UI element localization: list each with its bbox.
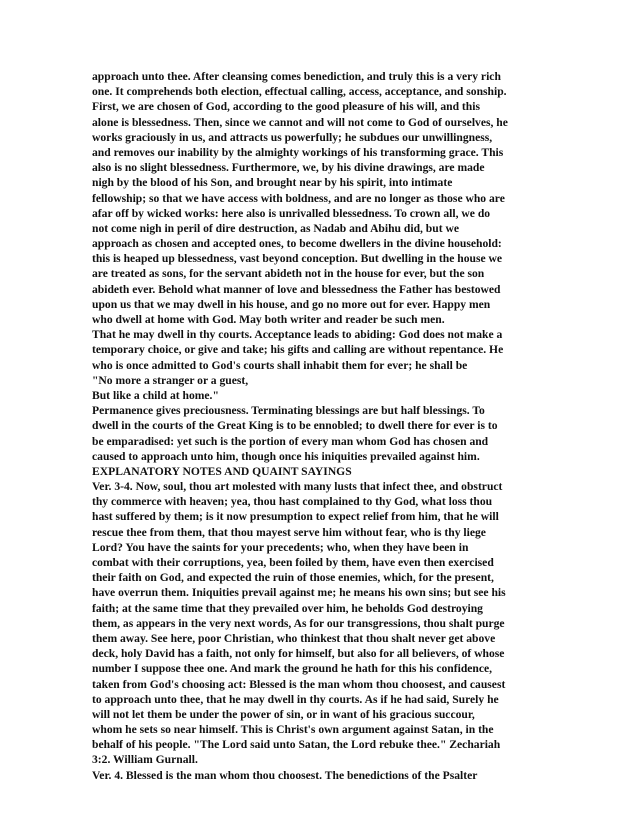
- text-line: have overrun them. Iniquities prevail against me; he means his own sins; but see his: [92, 586, 506, 600]
- text-line: also is no slight blessedness. Furthermore, we, by his divine drawings, are made: [92, 161, 485, 175]
- text-line: afar off by wicked works: here also is unrivalled blessedness. To crown all, we do: [92, 206, 491, 220]
- text-line: fellowship; so that we have access with boldness, and are no longer as those who are: [92, 191, 505, 205]
- text-line: Ver. 4. Blessed is the man whom thou choosest. The benedictions of the Psalter: [92, 768, 478, 782]
- text-line: faith; at the same time that they prevailed over him, he beholds God destroying: [92, 601, 483, 615]
- text-line: not come nigh in peril of dire destruction, as Nadab and Abihu did, but we: [92, 221, 459, 235]
- quote-line: But like a child at home.": [92, 388, 219, 402]
- section-heading: EXPLANATORY NOTES AND QUAINT SAYINGS: [92, 464, 352, 478]
- text-line: deck, holy David has a faith, not only for himself, but also for all believers, of whose: [92, 647, 505, 661]
- text-line: are treated as sons, for the servant abideth not in the house for ever, but the son: [92, 267, 485, 281]
- text-line: rescue thee from them, that thou mayest serve him without fear, who is thy liege: [92, 525, 486, 539]
- text-line: Ver. 3-4. Now, soul, thou art molested with many lusts that infect thee, and obstruct: [92, 480, 503, 494]
- text-line: behalf of his people. "The Lord said unto Satan, the Lord rebuke thee." Zechariah: [92, 738, 501, 752]
- text-line: hast suffered by them; is it now presumption to expect relief from him, that he will: [92, 510, 499, 524]
- text-line: abideth ever. Behold what manner of love and blessedness the Father has bestowed: [92, 282, 501, 296]
- text-line: combat with their corruptions, yea, been foiled by them, have even then exercised: [92, 556, 494, 569]
- text-line: dwell in the courts of the Great King is to be ennobled; to dwell there for ever is to: [92, 419, 498, 433]
- text-line: be emparadised: yet such is the portion of every man whom God has chosen and: [92, 434, 489, 448]
- text-line: to approach unto thee, that he may dwell in thy courts. As if he had said, Surely he: [92, 692, 499, 706]
- text-line: temporary choice, or give and take; his gifts and calling are without repentance. He: [92, 343, 504, 357]
- text-line: Permanence gives preciousness. Terminating blessings are but half blessings. To: [92, 404, 485, 418]
- text-line: taken from God's choosing act: Blessed is the man whom thou choosest, and causest: [92, 677, 506, 691]
- text-line: caused to approach unto him, though once his iniquities prevailed against him.: [92, 449, 480, 463]
- text-line: thy commerce with heaven; yea, thou hast complained to thy God, what loss thou: [92, 495, 493, 509]
- text-line: approach as chosen and accepted ones, to become dwellers in the divine household:: [92, 237, 502, 251]
- text-line: who dwell at home with God. May both writer and reader be such men.: [92, 313, 445, 326]
- quote-line: "No more a stranger or a guest,: [92, 373, 249, 387]
- text-line: upon us that we may dwell in his house, and go no more out for ever. Happy men: [92, 297, 491, 311]
- text-line: works graciously in us, and attracts us powerfully; he subdues our unwillingness,: [92, 130, 493, 144]
- text-line: alone is blessedness. Then, since we cannot and will not come to God of ourselves, he: [92, 115, 508, 129]
- text-line: their faith on God, and expected the ruin of those enemies, which, for the present,: [92, 571, 494, 585]
- text-line: number I suppose thee one. And mark the ground he hath for this his confidence,: [92, 662, 493, 676]
- text-line: approach unto thee. After cleansing comes benediction, and truly this is a very rich: [92, 70, 501, 83]
- text-line: Lord? You have the saints for your precedents; who, when they have been in: [92, 540, 469, 554]
- text-line: That he may dwell in thy courts. Acceptance leads to abiding: God does not make a: [92, 328, 503, 342]
- text-line: First, we are chosen of God, according to the good pleasure of his will, and this: [92, 100, 480, 114]
- text-line: one. It comprehends both election, effectual calling, access, acceptance, and sonship.: [92, 85, 507, 99]
- text-line: them away. See here, poor Christian, who thinkest that thou shalt never get above: [92, 631, 496, 645]
- text-line: 3:2. William Gurnall.: [92, 753, 198, 767]
- text-line: this is heaped up blessedness, vast beyond conception. But dwelling in the house we: [92, 252, 503, 266]
- text-line: them, as appears in the very next words, As for our transgressions, thou shalt purge: [92, 616, 505, 630]
- text-line: nigh by the blood of his Son, and brought near by his spirit, into intimate: [92, 176, 453, 190]
- text-line: and removes our inability by the almighty workings of his transforming grace. This: [92, 145, 504, 159]
- body-text: [92, 69, 552, 783]
- text-line: will not let them be under the power of sin, or in want of his gracious succour,: [92, 707, 475, 721]
- text-line: who is once admitted to God's courts shall inhabit them for ever; he shall be: [92, 358, 468, 372]
- text-line: whom he sets so near himself. This is Christ's own argument against Satan, in the: [92, 723, 494, 737]
